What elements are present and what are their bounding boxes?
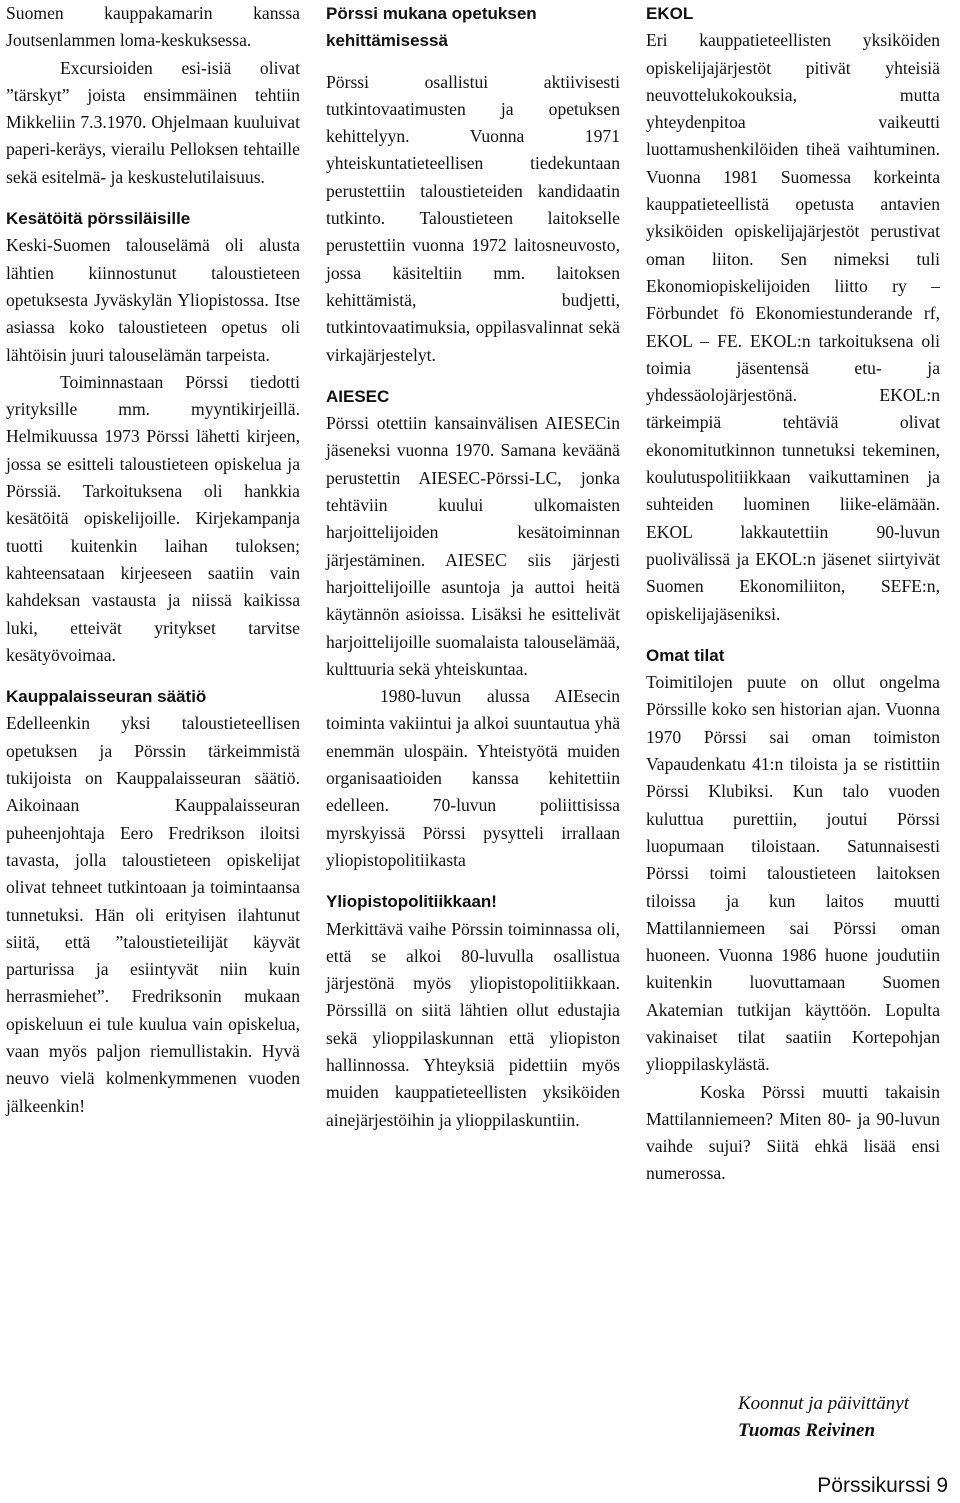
paragraph: Koska Pörssi muutti takaisin Mattilanniemeen? Miten 80- ja 90-luvun vaihde sujui? Siitä ehkä lisää ensi numerossa. — [646, 1081, 940, 1184]
credit-line: Koonnut ja päivittänyt — [738, 1393, 909, 1414]
section-heading-foundation: Kauppalaisseuran säätiö — [6, 687, 207, 707]
author-credit — [738, 1390, 909, 1444]
section-heading-premises: Omat tilat — [646, 645, 725, 665]
paragraph: Toiminnastaan Pörssi tiedotti yrityksille mm. myyntikirjeillä. Helmikuussa 1973 Pörssi lähetti kirjeen, jossa se esitteli taloustieteen opiskelua ja Pörssiä. Tarkoituksena oli hankkia kesätöitä opiskelijoille. Kirjekampanja tuotti kuitenkin laihan tuloksen; kahteensataan kirjeeseen saatiin vain kahdeksan vastausta ja niissä kaikissa luki, etteivät yritykset tarvitse kesätyövoimaa. — [6, 371, 300, 665]
section-heading-ekol: EKOL — [646, 4, 694, 23]
article-column-middle — [326, 0, 620, 1134]
article-column-left — [6, 0, 300, 1120]
author-name: Tuomas Reivinen — [738, 1420, 876, 1441]
paragraph: Pörssi osallistui aktiivisesti tutkintovaatimusten ja opetuksen kehittelyyn. Vuonna 1971 yhteiskuntatieteellisen tiedekuntaan perustettiin taloustieteiden kandidaatin tutkinto. Taloustieteen laitokselle perustettiin vuonna 1972 laitosneuvosto, jossa käsiteltiin mm. laitoksen kehittämistä, budjetti, tutkintovaatimuksia, oppilasvalinnat sekä virkajärjestelyt. — [326, 71, 620, 365]
paragraph: Eri kauppatieteellisten yksiköiden opiskelijajärjestöt pitivät yhteisiä neuvottelukokouksia, mutta yhteydenpitoa vaikeutti luottamushenkilöiden tiheä vaihtuminen. Vuonna 1981 Suomessa korkeinta kauppatieteellistä opetusta antavien yksiköiden opiskelijajärjestöt perustivat oman liiton. Sen nimeksi tuli Ekonomiopiskelijoiden liitto ry – Förbundet fö Ekonomiestunderande rf, EKOL – FE. EKOL:n tarkoituksena oli toimia jäsentensä etu- ja yhdessäolojärjestönä. EKOL:n tärkeimpiä tehtäviä olivat ekonomitutkinnon tunnetuksi tekeminen, koulutuspolitiikkaan vaikuttaminen ja suhteiden luominen liike-elämään. EKOL lakkautettiin 90-luvun puolivälissä ja EKOL:n jäsenet siirtyivät Suomen Ekonomiliiton, SEFE:n, opiskelijajäseniksi. — [646, 30, 940, 624]
paragraph: Suomen kauppakamarin kanssa Joutsenlammen loma-keskuksessa. — [6, 3, 300, 51]
paragraph: Toimitilojen puute on ollut ongelma Pörssille koko sen historian ajan. Vuonna 1970 Pörssi sai oman toimiston Vapaudenkatu 41:n tiloista ja se ristittiin Pörssi Klubiksi. Kun talo vuoden kuluttua purettiin, joutui Pörssi luopumaan tiloistaan. Satunnaisesti Pörssi toimi taloustieteen laitoksen tiloissa ja kun laitos muutti Mattilanniemeen sai Pörssi oman huoneen. Vuonna 1986 huone joudutiin kuitenkin luovuttamaan Suomen Akatemian tutkijan käyttöön. Lopulta vakinaiset tilat saatiin Kortepohjan ylioppilaskylästä. — [646, 672, 940, 1075]
paragraph: Excursioiden esi-isiä olivat ”tärskyt” joista ensimmäinen tehtiin Mikkeliin 7.3.1970. Ohjelmaan kuuluivat paperi-keräys, vierailu Pelloksen tehtaille sekä esitelmä- ja keskustelutilaisuus. — [6, 57, 300, 187]
paragraph: Merkittävä vaihe Pörssin toiminnassa oli, että se alkoi 80-luvulla osallistua järjestönä myös yliopistopolitiikkaan. Pörssillä on siitä lähtien ollut edustajia sekä ylioppilaskunnan että yliopiston hallinnossa. Yhteyksiä pidettiin myös muiden kauppatieteellisten yksiköiden ainejärjestöihin ja ylioppilaskuntiin. — [326, 918, 620, 1130]
paragraph: Keski-Suomen talouselämä oli alusta lähtien kiinnostunut taloustieteen opetuksesta Jyväskylän Yliopistossa. Itse asiassa koko taloustieteen opetus oli lähtöisin juuri talouselämän tarpeista. — [6, 235, 300, 365]
page-footer: Pörssikurssi 9 — [817, 1474, 948, 1497]
article-column-right — [646, 0, 940, 1188]
paragraph: Edelleenkin yksi taloustieteellisen opetuksen ja Pörssin tärkeimmistä tukijoista on Kauppalaisseuran säätiö. Aikoinaan Kauppalaisseuran puheenjohtaja Eero Fredrikson iloitsi tavasta, jolla taloustieteen opiskelijat olivat tehneet tutkintoaan ja toimintaansa tunnetuksi. Hän oli erityisen ilahtunut siitä, että ”taloustieteilijät käyvät parturissa ja esiintyvät niin kuin herrasmiehet”. Fredriksonin mukaan opiskeluun ei tule kuulua vain opiskelua, vaan myös paljon riemullistakin. Hyvä neuvo vielä kolmenkymmenen vuoden jälkeenkin! — [6, 713, 300, 1116]
section-heading-summer-jobs: Kesätöitä pörssiläisille — [6, 209, 191, 229]
section-heading-teaching: Pörssi mukana opetuksen kehittämisessä — [326, 4, 537, 51]
paragraph: 1980-luvun alussa AIEsecin toiminta vakiintui ja alkoi suuntautua yhä enemmän ulospäin. Yhteistyötä muiden organisaatioiden kanssa kehitettiin edelleen. 70-luvun poliittisissa myrskyissä Pörssi pysytteli irrallaan yliopistopolitiikasta — [326, 686, 620, 870]
paragraph: Pörssi otettiin kansainvälisen AIESECin jäseneksi vuonna 1970. Samana keväänä perustettin AIESEC-Pörssi-LC, jonka tehtäviin kuului ulkomaisten harjoittelijoiden kesätoiminnan järjestäminen. AIESEC siis järjesti harjoittelijoille asuntoja ja auttoi heitä käytännön asioissa. Lisäksi he esittelivät harjoittelijoille suomalaista talouselämää, kulttuuria sekä yhteiskuntaa. — [326, 413, 620, 679]
section-heading-aiesec: AIESEC — [326, 386, 390, 406]
section-heading-politics: Yliopistopolitiikkaan! — [326, 892, 497, 912]
